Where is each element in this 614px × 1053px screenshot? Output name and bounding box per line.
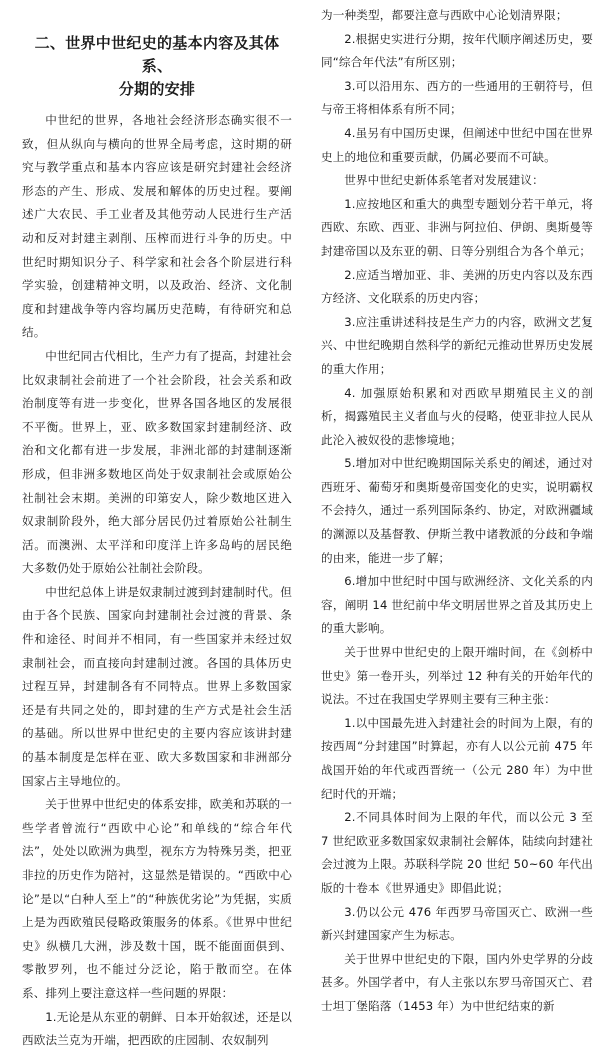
body-paragraph: 5.增加对中世纪晚期国际关系史的阐述，通过对西班牙、葡萄牙和奥斯曼帝国变化的史实，说明霸权不会持久，通过一系列国际条约、协定，对欧洲疆域的渊源以及基督教、伊斯兰教中诸教派的分歧和争端的由来，能进一步了解； [321,456,593,565]
body-paragraph: 中世纪同古代相比，生产力有了提高，封建社会比奴隶制社会前进了一个社会阶段，社会关系和政治制度等有进一步变化，世界各国各地区的发展很不平衡。世界上，亚、欧多数国家封建制经济、政治和文化都有进一步发展，非洲北部的封建制逐渐形成，但非洲多数地区尚处于奴隶制社会或原始公社制社会末期。美洲的印第安人，除少数地区进入奴隶制阶段外，绝大部分居民仍过着原始公社制生活。而澳洲、太平洋和印度洋上许多岛屿的居民绝大多数仍处于原始公社制社会阶段。 [22,348,292,576]
body-paragraph: 为一种类型，都要注意与西欧中心论划清界限； [321,8,568,22]
body-paragraph: 关于世界中世纪史的下限，国内外史学界的分歧甚多。外国学者中，有人主张以东罗马帝国灭亡、君士坦丁堡陷落（1453 年）为中世纪结束的新 [321,951,593,1013]
body-paragraph: 中世纪的世界，各地社会经济形态确实很不一致，但从纵向与横向的世界全局考虑，这时期的研究与教学重点和基本内容应该是研究封建社会经济形态的产生、形成、发展和解体的历史过程。要阐述广大农民、手工业者及其他劳动人民进行生产活动和反对封建主剥削、压榨而进行斗争的历史。中世纪时期知识分子、科学家和社会各个阶层进行科学实验，创建精神文明，以及政治、经济、文化制度和封建战争等内容均属历史范畴，有待研究和总结。 [22,113,292,340]
body-paragraph: 关于世界中世纪史的体系安排，欧美和苏联的一些学者曾流行“西欧中心论”和单线的“综合年代法”，处处以欧洲为典型，视东方为特殊另类，把亚非拉的历史作为陪衬，这显然是错误的。“西欧中心论”是以“白种人至上”的“种族优劣论”为凭据，实质上是为西欧殖民侵略政策服务的体系。《世界中世纪史》纵横几大洲，涉及数十国，既不能面面俱到、零散罗列，也不能过分泛论，陷于散而空。在体系、排列上要注意这样一些问题的界限： [22,797,292,1000]
section-title-line-2: 分期的安排 [118,80,196,98]
body-paragraph: 1.应按地区和重大的典型专题划分若干单元，将西欧、东欧、西亚、非洲与阿拉伯、伊朗、奥斯曼等封建帝国以及东亚的朝、日等分别组合为各个单元； [321,196,593,258]
body-paragraph: 2.应适当增加亚、非、美洲的历史内容以及东西方经济、文化联系的历史内容； [321,267,593,306]
right-column [321,4,593,1019]
body-paragraph: 关于世界中世纪史的上限开端时间，在《剑桥中世史》第一卷开头，列举过 12 种有关的开始年代的说法。不过在我国史学界则主要有三种主张： [321,645,593,707]
body-paragraph: 4. 加强原始积累和对西欧早期殖民主义的剖析，揭露殖民主义者血与火的侵略，使亚非拉人民从此沦入被奴役的悲惨境地； [321,385,593,447]
body-paragraph: 1.以中国最先进入封建社会的时间为上限，有的按西周“分封建国”时算起，亦有人以公元前 475 年战国开始的年代或西晋统一（公元 280 年）为中世纪时代的开端； [321,715,593,801]
section-title [22,32,292,101]
section-title-line-1: 二、世界中世纪史的基本内容及其体系、 [34,34,280,75]
body-paragraph: 世界中世纪史新体系笔者对发展建议： [344,173,544,188]
body-paragraph: 3.应注重讲述科技是生产力的内容，欧洲文艺复兴、中世纪晚期自然科学的新纪元推动世界历史发展的重大作用； [321,314,593,376]
body-paragraph: 1.无论是从东亚的朝鲜、日本开始叙述，还是以西欧法兰克为开端，把西欧的庄园制、农奴制列 [22,1009,292,1048]
body-paragraph: 3.仍以公元 476 年西罗马帝国灭亡、欧洲一些新兴封建国家产生为标志。 [321,904,593,943]
body-paragraph: 4.虽另有中国历史课，但阐述中世纪中国在世界史上的地位和重要贡献，仍属必要而不可缺。 [321,125,593,164]
body-paragraph: 6.增加中世纪时中国与欧洲经济、文化关系的内容，阐明 14 世纪前中华文明居世界之首及其历史上的重大影响。 [321,574,593,636]
body-paragraph: 2.根据史实进行分期，按年代顺序阐述历史，要同“综合年代法”有所区别； [321,31,593,70]
body-paragraph: 中世纪总体上讲是奴隶制过渡到封建制时代。但由于各个民族、国家向封建制社会过渡的背景、条件和途径、时间并不相同，有一些国家并未经过奴隶制社会，而直接向封建制过渡。各国的具体历史过程互异，封建制各有不同特点。世界上多数国家还是有共同之处的，即封建的生产方式是社会生活的基础。所以世界中世纪史的主要内容应该讲封建的基本制度是怎样在亚、欧大多数国家和非洲部分国家占主导地位的。 [22,584,292,788]
body-paragraph: 3.可以沿用东、西方的一些通用的王朝符号，但与帝王将相体系有所不同； [321,78,593,117]
body-paragraph: 2.不同具体时间为上限的年代，而以公元 3 至 7 世纪欧亚多数国家奴隶制社会解体，陆续向封建社会过渡为上限。苏联科学院 20 世纪 50~60 年代出版的十卷本《世界通史》即倡此说； [321,810,593,895]
